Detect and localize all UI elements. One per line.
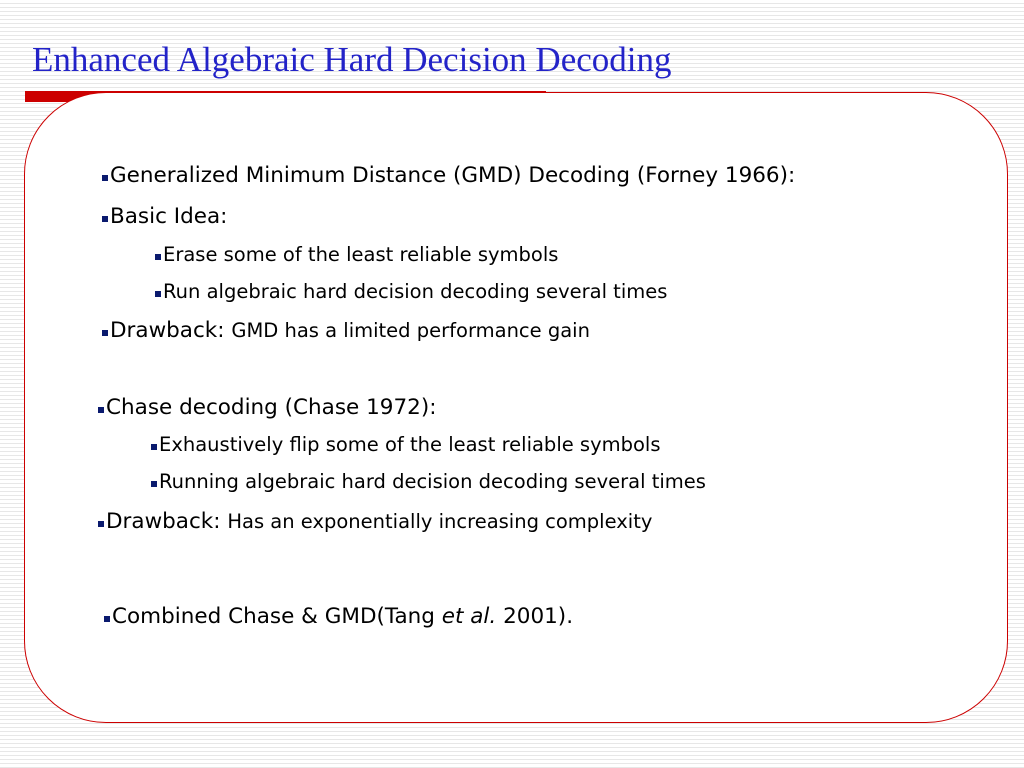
square-bullet-icon [151,481,157,487]
bullet-combined [104,606,573,628]
flip-text: Exhaustively flip some of the least reliable symbols [159,433,661,456]
slide-title: Enhanced Algebraic Hard Decision Decoding [32,40,672,79]
square-bullet-icon [155,254,161,260]
square-bullet-icon [102,175,108,181]
sub-bullet-erase [155,245,558,265]
square-bullet-icon [104,616,110,622]
chase-drawback-text: Has an exponentially increasing complexity [227,510,653,533]
chase-heading-text: Chase decoding (Chase 1972): [106,395,437,420]
bullet-gmd-drawback [102,320,590,342]
sub-bullet-running [151,472,706,492]
running-text: Running algebraic hard decision decoding several times [159,470,706,493]
bullet-gmd-heading [102,165,795,187]
gmd-drawback-text: GMD has a limited performance gain [231,319,590,342]
square-bullet-icon [155,291,161,297]
square-bullet-icon [102,216,108,222]
sub-bullet-flip [151,435,661,455]
combined-prefix: Combined Chase & GMD(Tang [112,604,442,629]
sub-bullet-run [155,282,667,302]
combined-et-al: et al. [441,604,497,629]
erase-text: Erase some of the least reliable symbols [163,243,559,266]
bullet-basic-idea [102,206,227,228]
run-text: Run algebraic hard decision decoding several times [163,280,668,303]
basic-idea-text: Basic Idea: [110,204,228,229]
bullet-chase-drawback [98,511,652,533]
bullet-chase-heading [98,397,436,419]
gmd-heading-text: Generalized Minimum Distance (GMD) Decoding (Forney 1966): [110,163,796,188]
drawback-label: Drawback: [110,318,232,343]
combined-suffix: 2001). [496,604,574,629]
square-bullet-icon [98,407,104,413]
drawback-label: Drawback: [106,509,228,534]
square-bullet-icon [98,521,104,527]
square-bullet-icon [151,444,157,450]
square-bullet-icon [102,330,108,336]
